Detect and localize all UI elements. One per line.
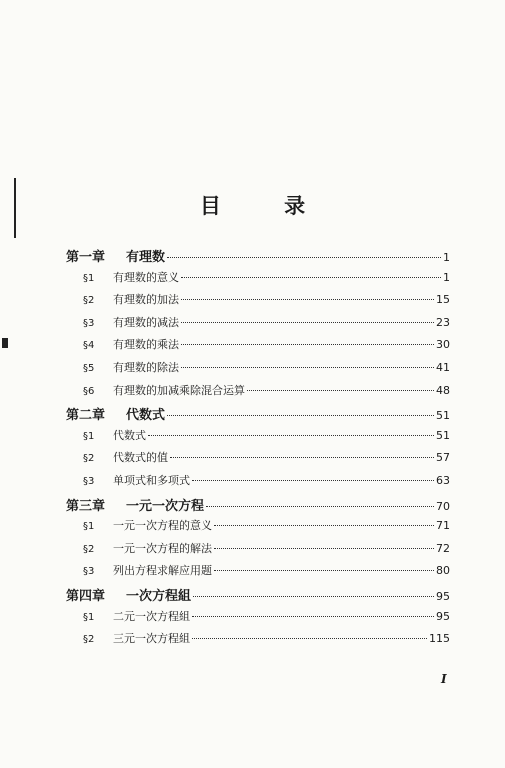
dot-leader — [167, 415, 434, 416]
toc-section-row[interactable] — [66, 472, 450, 495]
toc-section-row[interactable] — [66, 540, 450, 563]
section-number: §3 — [83, 475, 95, 487]
toc-section-row[interactable] — [66, 291, 450, 314]
page-number: 51 — [436, 428, 450, 442]
dot-leader — [214, 525, 434, 526]
page-number: 51 — [436, 409, 450, 423]
page-number: 70 — [436, 499, 450, 513]
chapter-number: 第二章 — [66, 408, 106, 424]
page-number: 41 — [436, 360, 450, 374]
page-title: 目 录 — [199, 193, 334, 218]
dot-leader — [214, 548, 434, 549]
section-title: 代数式 — [113, 428, 146, 442]
section-title: 代数式的值 — [113, 451, 168, 465]
dot-leader — [192, 480, 434, 481]
section-title: 一元一次方程的解法 — [113, 541, 212, 555]
dot-leader — [193, 596, 434, 597]
page-number: 48 — [436, 383, 450, 397]
section-title: 一元一次方程的意义 — [113, 519, 212, 533]
toc-section-row[interactable] — [66, 336, 450, 359]
section-title: 有理数的意义 — [113, 270, 179, 284]
section-number: §1 — [83, 521, 95, 533]
dot-leader — [167, 257, 441, 258]
scan-mark — [14, 178, 16, 238]
page-number: 15 — [436, 293, 450, 307]
section-number: §2 — [83, 453, 95, 465]
page-number: 30 — [436, 338, 450, 352]
dot-leader — [181, 367, 434, 368]
dot-leader — [148, 435, 434, 436]
page-number: 115 — [429, 632, 450, 646]
section-number: §3 — [83, 317, 95, 329]
dot-leader — [214, 570, 434, 571]
toc-chapter-row[interactable] — [66, 585, 450, 608]
dot-leader — [247, 390, 434, 391]
dot-leader — [181, 344, 434, 345]
section-number: §1 — [83, 430, 95, 442]
toc-section-row[interactable] — [66, 449, 450, 472]
page-number: 80 — [436, 564, 450, 578]
section-title: 三元一次方程組 — [113, 632, 190, 646]
page-folio: I — [441, 672, 447, 686]
section-number: §2 — [83, 543, 95, 555]
section-title: 有理数的减法 — [113, 315, 179, 329]
scan-mark — [2, 338, 8, 348]
chapter-title: 有理数 — [126, 250, 166, 265]
toc-section-row[interactable] — [66, 427, 450, 450]
section-number: §2 — [83, 634, 95, 646]
section-number: §1 — [83, 611, 95, 623]
section-number: §1 — [83, 272, 95, 284]
dot-leader — [181, 299, 434, 300]
section-title: 单项式和多项式 — [113, 473, 190, 487]
dot-leader — [181, 277, 441, 278]
page-number: 23 — [436, 315, 450, 329]
section-number: §5 — [83, 362, 95, 374]
section-number: §6 — [83, 385, 95, 397]
section-title: 有理数的除法 — [113, 360, 179, 374]
section-number: §4 — [83, 340, 95, 352]
toc-chapter-row[interactable] — [66, 246, 450, 269]
dot-leader — [170, 457, 434, 458]
toc-chapter-row[interactable] — [66, 404, 450, 427]
page-number: 71 — [436, 519, 450, 533]
toc-section-row[interactable] — [66, 269, 450, 292]
section-number: §3 — [83, 566, 95, 578]
chapter-number: 第四章 — [66, 588, 106, 604]
section-number: §2 — [83, 295, 95, 307]
toc-section-row[interactable] — [66, 382, 450, 405]
table-of-contents — [66, 246, 450, 653]
dot-leader — [192, 616, 434, 617]
page-number: 57 — [436, 451, 450, 465]
section-title: 二元一次方程組 — [113, 609, 190, 623]
chapter-title: 一次方程組 — [126, 588, 192, 604]
dot-leader — [206, 506, 434, 507]
page-number: 1 — [443, 270, 450, 284]
chapter-title: 代数式 — [126, 408, 166, 424]
section-title: 列出方程求解应用题 — [113, 564, 212, 578]
toc-section-row[interactable] — [66, 630, 450, 653]
toc-section-row[interactable] — [66, 562, 450, 585]
page-number: 95 — [436, 609, 450, 623]
dot-leader — [192, 638, 427, 639]
toc-section-row[interactable] — [66, 517, 450, 540]
toc-section-row[interactable] — [66, 314, 450, 337]
page-number: 1 — [443, 251, 450, 264]
section-title: 有理数的加减乘除混合运算 — [113, 383, 245, 397]
dot-leader — [181, 322, 434, 323]
page-number: 72 — [436, 541, 450, 555]
toc-chapter-row[interactable] — [66, 495, 450, 518]
chapter-title: 一元一次方程 — [126, 498, 205, 514]
section-title: 有理数的乘法 — [113, 338, 179, 352]
toc-section-row[interactable] — [66, 359, 450, 382]
page-number: 63 — [436, 473, 450, 487]
chapter-number: 第一章 — [66, 250, 106, 265]
section-title: 有理数的加法 — [113, 293, 179, 307]
page-number: 95 — [436, 589, 450, 603]
chapter-number: 第三章 — [66, 498, 106, 514]
toc-section-row[interactable] — [66, 608, 450, 631]
